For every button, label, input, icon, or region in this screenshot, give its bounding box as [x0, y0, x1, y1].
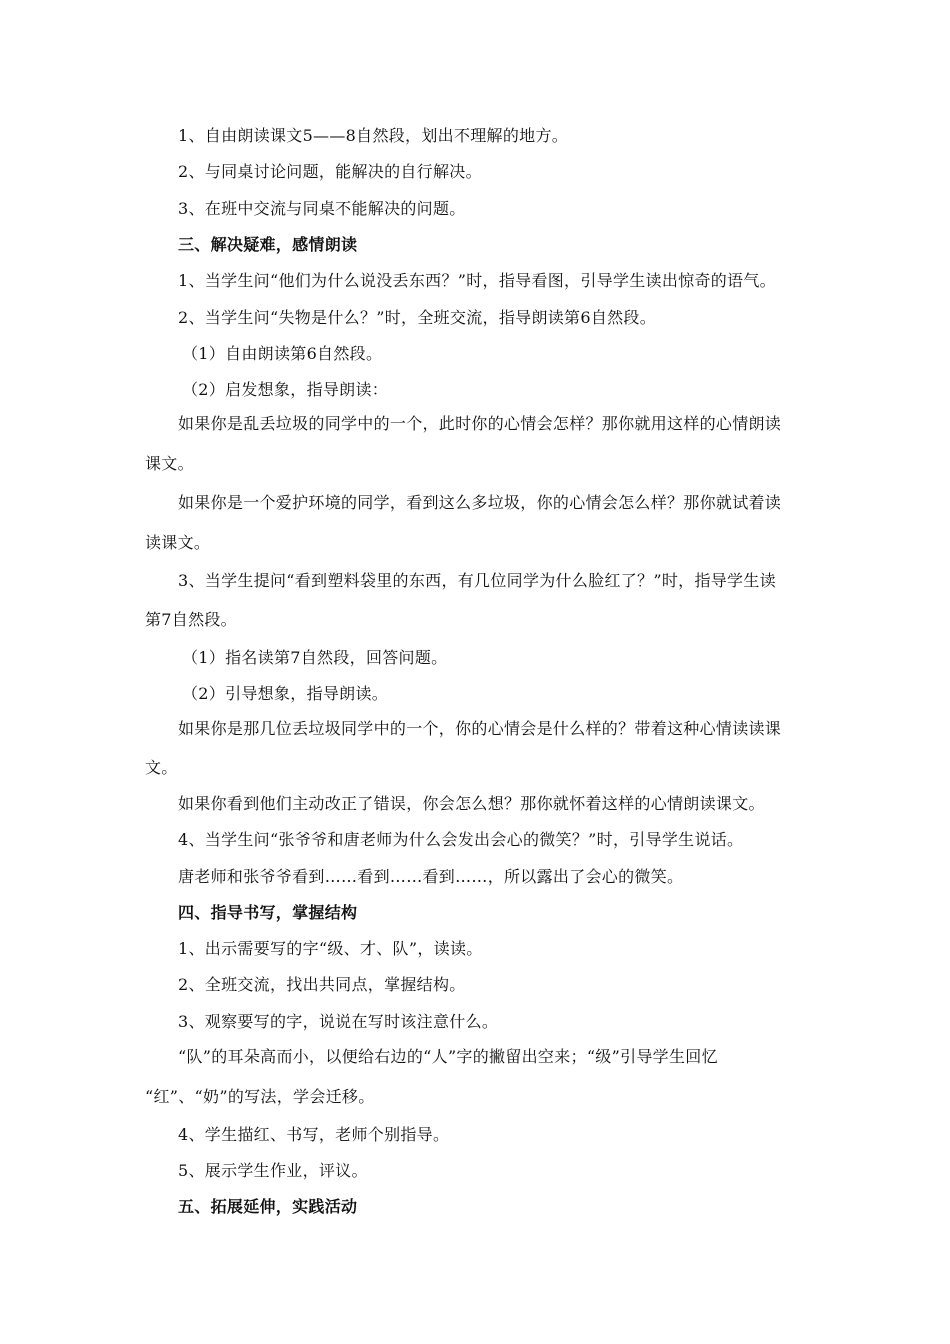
list-item: 4、学生描红、书写，老师个别指导。: [178, 1125, 450, 1144]
section-heading: 五、拓展延伸，实践活动: [178, 1197, 358, 1216]
paragraph-line: 如果你是那几位丢垃圾同学中的一个，你的心情会是什么样的？带着这种心情读读课: [178, 719, 782, 738]
list-item: 1、自由朗读课文5——8自然段，划出不理解的地方。: [178, 126, 569, 145]
list-item: 5、展示学生作业，评议。: [178, 1161, 368, 1180]
list-item: 2、全班交流，找出共同点，掌握结构。: [178, 975, 466, 994]
sub-item: （2）启发想象，指导朗读：: [182, 380, 389, 399]
sub-item: （2）引导想象，指导朗读。: [182, 684, 389, 703]
paragraph-line: “队”的耳朵高而小，以便给右边的“人”字的撇留出空来；“级”引导学生回忆: [178, 1047, 718, 1066]
paragraph-line: 如果你看到他们主动改正了错误，你会怎么想？那你就怀着这样的心情朗读课文。: [178, 794, 765, 813]
paragraph-line: 第7自然段。: [145, 610, 237, 629]
paragraph-line: 文。: [145, 758, 178, 777]
list-item: 4、当学生问“张爷爷和唐老师为什么会发出会心的微笑？”时，引导学生说话。: [178, 830, 744, 849]
list-item: 2、当学生问“失物是什么？”时，全班交流，指导朗读第6自然段。: [178, 308, 657, 327]
paragraph-line: 课文。: [145, 454, 194, 473]
section-heading: 三、解决疑难，感情朗读: [178, 235, 358, 254]
list-item: 3、观察要写的字，说说在写时该注意什么。: [178, 1012, 499, 1031]
list-item: 3、在班中交流与同桌不能解决的问题。: [178, 199, 466, 218]
list-item: 1、当学生问“他们为什么说没丢东西？”时，指导看图，引导学生读出惊奇的语气。: [178, 271, 776, 290]
paragraph-line: 读课文。: [145, 533, 211, 552]
paragraph-line: 如果你是乱丢垃圾的同学中的一个，此时你的心情会怎样？那你就用这样的心情朗读: [178, 414, 782, 433]
sub-item: （1）自由朗读第6自然段。: [182, 344, 383, 363]
paragraph-line: 唐老师和张爷爷看到……看到……看到……，所以露出了会心的微笑。: [178, 867, 684, 886]
list-item: 2、与同桌讨论问题，能解决的自行解决。: [178, 162, 482, 181]
sub-item: （1）指名读第7自然段，回答问题。: [182, 648, 448, 667]
section-heading: 四、指导书写，掌握结构: [178, 903, 358, 922]
paragraph-line: 如果你是一个爱护环境的同学，看到这么多垃圾，你的心情会怎么样？那你就试着读: [178, 493, 782, 512]
paragraph-line: 3、当学生提问“看到塑料袋里的东西，有几位同学为什么脸红了？”时，指导学生读: [178, 571, 776, 590]
list-item: 1、出示需要写的字“级、才、队”，读读。: [178, 939, 483, 958]
paragraph-line: “红”、“奶”的写法，学会迁移。: [145, 1087, 375, 1106]
